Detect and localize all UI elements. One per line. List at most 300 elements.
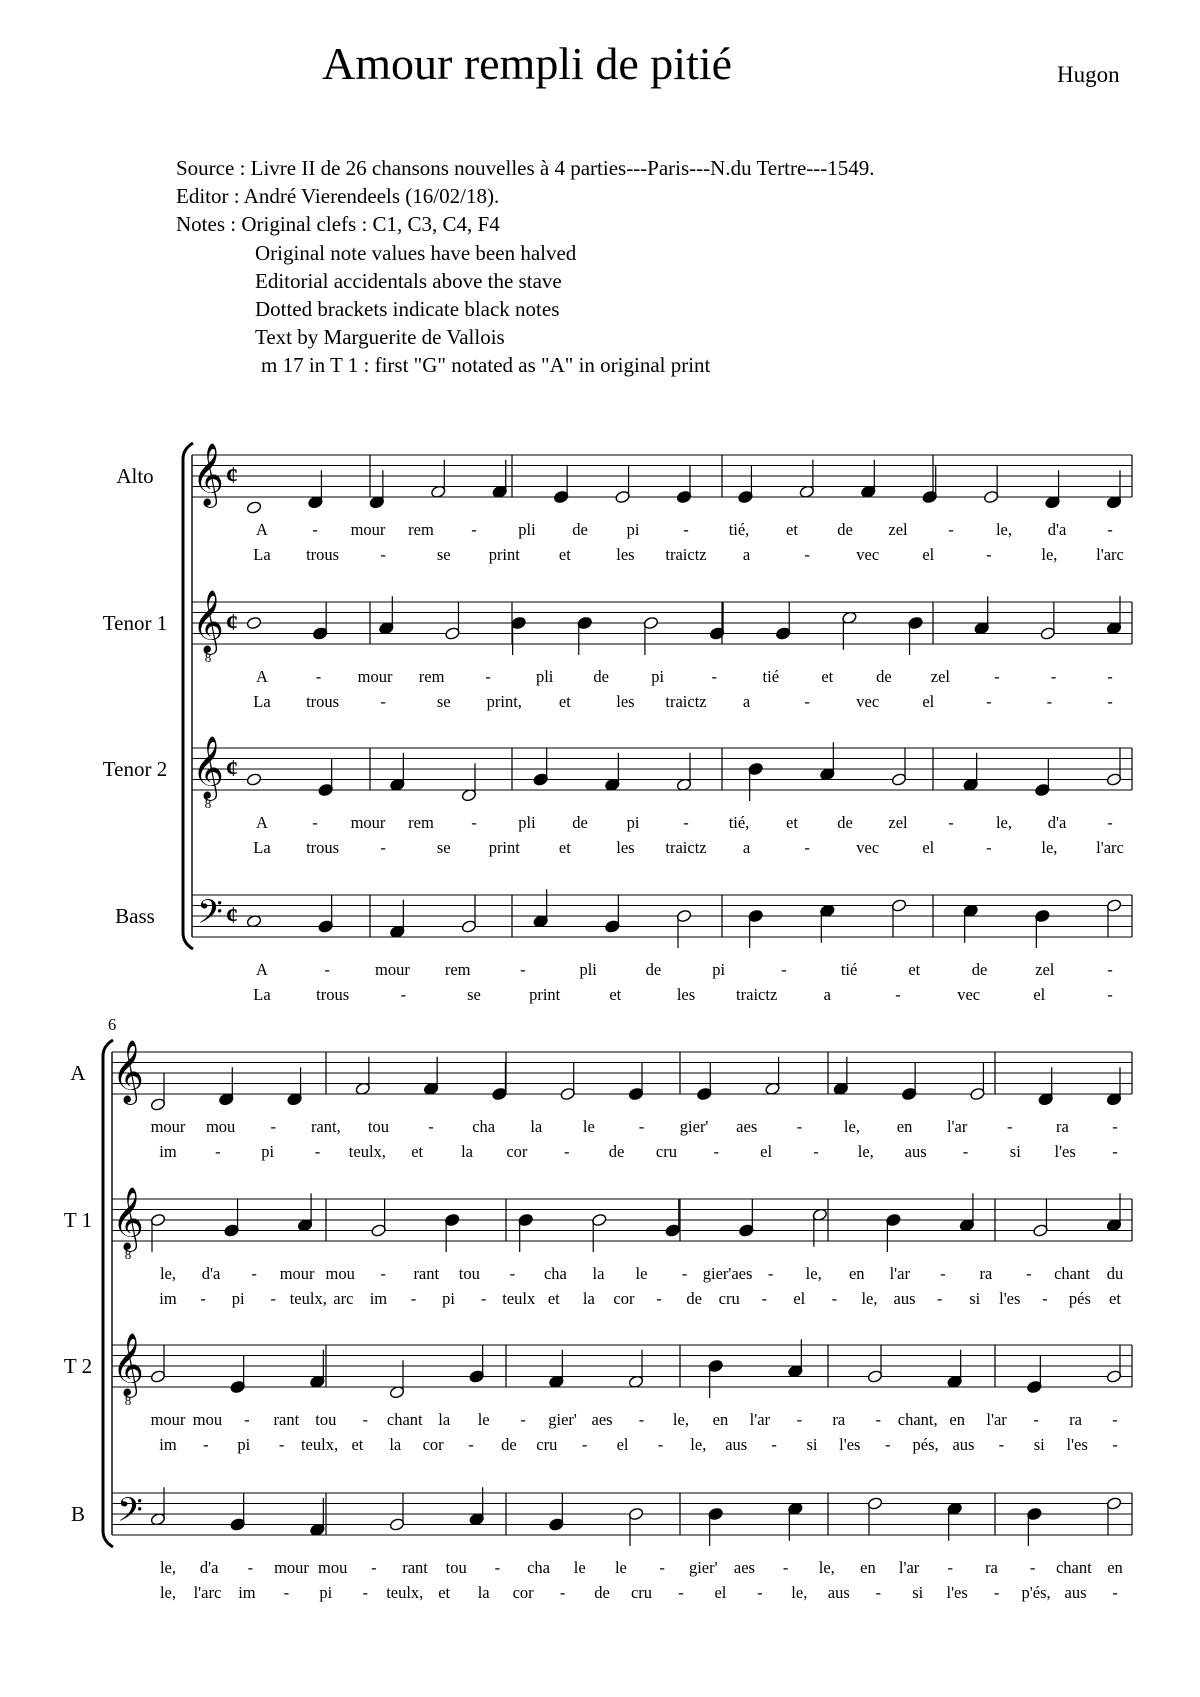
lyric-syllable: a: [823, 985, 831, 1004]
lyric-syllable: vec: [856, 692, 880, 711]
lyric-syllable: rant: [413, 1264, 440, 1283]
lyric-syllable: se: [436, 838, 451, 857]
lyric-syllable: le,: [159, 1264, 177, 1283]
lyric-syllable: aus: [952, 1435, 975, 1454]
lyric-syllable: teulx,: [289, 1289, 327, 1308]
lyric-syllable: pi: [442, 1289, 456, 1308]
lyric-syllable: les: [676, 985, 696, 1004]
lyric-syllable: aes: [733, 1558, 755, 1577]
lyric-syllable: teulx,: [348, 1142, 386, 1161]
lyric-syllable: se: [436, 692, 451, 711]
lyric-syllable: -: [270, 1117, 276, 1136]
treble-clef-icon: 𝄞: [192, 589, 224, 653]
lyric-syllable: d'a: [1047, 813, 1067, 832]
lyric-syllable: ra: [1055, 1117, 1069, 1136]
lyric-syllable: de: [594, 1583, 610, 1602]
treble-clef-icon: 𝄞: [192, 735, 224, 799]
note-head: [246, 501, 262, 515]
lyric-syllable: en: [848, 1264, 865, 1283]
lyric-syllable: a: [742, 545, 751, 564]
lyric-syllable: le,: [159, 1583, 177, 1602]
lyric-syllable: -: [683, 520, 689, 539]
time-signature: ¢: [226, 610, 238, 636]
lyric-syllable: pi: [261, 1142, 275, 1161]
part-label: Tenor 2: [102, 757, 168, 781]
lyric-syllable: tou: [445, 1558, 467, 1577]
lyric-syllable: de: [501, 1435, 517, 1454]
lyric-syllable: et: [351, 1435, 364, 1454]
lyric-syllable: -: [771, 1435, 777, 1454]
lyric-syllable: -: [520, 960, 526, 979]
lyric-syllable: -: [494, 1558, 501, 1577]
lyric-syllable: l'es: [999, 1289, 1021, 1308]
lyric-syllable: -: [312, 813, 318, 832]
lyric-syllable: -: [400, 985, 407, 1004]
lyric-syllable: en: [1107, 1558, 1123, 1577]
lyric-syllable: im: [159, 1142, 177, 1161]
lyric-syllable: pi: [237, 1435, 251, 1454]
lyric-syllable: mour: [350, 520, 386, 539]
lyric-syllable: le,: [672, 1410, 689, 1429]
lyric-syllable: -: [520, 1410, 526, 1429]
lyric-syllable: et: [609, 985, 622, 1004]
lyric-syllable: mou: [205, 1117, 236, 1136]
lyric-syllable: d'a: [199, 1558, 219, 1577]
lyric-syllable: ra: [832, 1410, 846, 1429]
lyric-syllable: teulx: [502, 1289, 536, 1308]
lyric-syllable: traictz: [665, 545, 707, 564]
lyric-syllable: a: [742, 838, 751, 857]
lyric-syllable: trous: [306, 545, 340, 564]
lyric-syllable: -: [948, 520, 954, 539]
lyric-syllable: trous: [306, 838, 340, 857]
lyric-syllable: -: [962, 1142, 969, 1161]
lyric-syllable: -: [940, 1264, 946, 1283]
lyric-syllable: ra: [985, 1558, 998, 1577]
lyric-syllable: gier': [548, 1410, 577, 1429]
lyric-syllable: si: [1009, 1142, 1021, 1161]
lyric-syllable: de: [837, 813, 853, 832]
piece-title: Amour rempli de pitié: [322, 38, 733, 89]
lyric-syllable: -: [761, 1289, 768, 1308]
composer-name: Hugon: [1057, 62, 1120, 87]
lyric-syllable: tou: [458, 1264, 480, 1283]
lyric-syllable: cor: [512, 1583, 534, 1602]
treble-clef-icon: 𝄞: [112, 1039, 144, 1103]
lyric-syllable: -: [1007, 1117, 1013, 1136]
part-label: Tenor 1: [102, 611, 168, 635]
lyric-syllable: et: [786, 813, 798, 832]
lyric-syllable: et: [908, 960, 921, 979]
lyric-syllable: mour: [350, 813, 386, 832]
lyric-syllable: le,: [791, 1583, 808, 1602]
lyric-syllable: chant,: [897, 1410, 938, 1429]
lyric-syllable: le: [573, 1558, 586, 1577]
lyric-syllable: d'a: [1047, 520, 1067, 539]
lyric-syllable: l'ar: [898, 1558, 920, 1577]
lyric-syllable: le,: [805, 1264, 822, 1283]
lyric-syllable: la: [389, 1435, 402, 1454]
lyric-syllable: mour: [150, 1410, 186, 1429]
lyric-syllable: de: [593, 667, 609, 686]
octave-clef-mark: 8: [124, 1247, 132, 1262]
lyric-syllable: -: [1112, 1410, 1118, 1429]
lyric-syllable: le,: [995, 813, 1013, 832]
lyric-syllable: cru: [655, 1142, 677, 1161]
measure-number: 6: [108, 1015, 117, 1034]
part-label: Bass: [115, 904, 155, 928]
lyric-syllable: cru: [536, 1435, 558, 1454]
lyric-syllable: et: [1109, 1289, 1121, 1308]
lyric-syllable: im: [159, 1289, 177, 1308]
lyric-syllable: aes: [591, 1410, 613, 1429]
lyric-syllable: -: [1029, 1558, 1036, 1577]
octave-clef-mark: 8: [204, 796, 212, 811]
lyric-syllable: print: [529, 985, 561, 1004]
lyric-syllable: -: [270, 1289, 276, 1308]
lyric-syllable: zel: [888, 813, 908, 832]
lyric-syllable: mour: [375, 960, 410, 979]
lyric-syllable: rant: [273, 1410, 300, 1429]
bass-clef-icon: 𝄢: [117, 1491, 143, 1538]
lyric-syllable: La: [253, 838, 271, 857]
lyric-syllable: -: [247, 1558, 254, 1577]
lyric-syllable: pi: [231, 1289, 245, 1308]
lyric-syllable: a: [742, 692, 751, 711]
lyric-syllable: la: [477, 1583, 490, 1602]
lyric-syllable: le: [614, 1558, 627, 1577]
lyric-syllable: l'es: [839, 1435, 861, 1454]
part-label: A: [70, 1061, 86, 1085]
lyric-syllable: et: [558, 545, 571, 564]
lyric-syllable: el: [714, 1583, 727, 1602]
lyric-syllable: -: [1107, 520, 1113, 539]
lyric-syllable: traictz: [665, 838, 707, 857]
part-label: T 2: [63, 1354, 93, 1378]
lyric-syllable: rant: [402, 1558, 428, 1577]
lyric-syllable: -: [251, 1264, 257, 1283]
lyric-syllable: -: [380, 692, 386, 711]
lyric-syllable: -: [428, 1117, 434, 1136]
lyric-syllable: en: [860, 1558, 876, 1577]
lyric-syllable: gier'aes: [702, 1264, 753, 1283]
lyric-syllable: -: [1107, 813, 1113, 832]
lyric-syllable: -: [1107, 692, 1113, 711]
lyric-syllable: print,: [486, 692, 522, 711]
lyric-syllable: l'arc: [1096, 838, 1124, 857]
lyric-syllable: cha: [527, 1558, 551, 1577]
lyric-syllable: el: [793, 1289, 806, 1308]
lyric-syllable: -: [683, 813, 689, 832]
lyric-syllable: -: [1042, 1289, 1048, 1308]
lyric-syllable: traictz: [736, 985, 778, 1004]
lyric-syllable: -: [362, 1583, 369, 1602]
lyric-syllable: -: [1107, 667, 1113, 686]
lyric-syllable: aus: [1064, 1583, 1087, 1602]
lyric-syllable: -: [278, 1435, 285, 1454]
lyric-syllable: -: [767, 1264, 774, 1283]
lyric-syllable: pli: [579, 960, 597, 979]
lyric-syllable: mour: [357, 667, 393, 686]
lyric-syllable: -: [948, 813, 954, 832]
lyric-syllable: tou: [315, 1410, 337, 1429]
lyric-syllable: si: [806, 1435, 818, 1454]
lyric-syllable: -: [994, 667, 1000, 686]
lyric-syllable: im: [159, 1435, 177, 1454]
lyric-syllable: -: [1112, 1142, 1118, 1161]
lyric-syllable: l'es: [1066, 1435, 1088, 1454]
part-label: Alto: [116, 464, 154, 488]
lyric-syllable: -: [559, 1583, 566, 1602]
lyric-syllable: im: [238, 1583, 256, 1602]
lyric-syllable: -: [283, 1583, 290, 1602]
lyric-syllable: l'arc: [1096, 545, 1124, 564]
lyric-syllable: arc: [333, 1289, 354, 1308]
lyric-syllable: trous: [316, 985, 350, 1004]
lyric-syllable: de: [837, 520, 853, 539]
lyric-syllable: -: [215, 1142, 221, 1161]
lyric-syllable: pli: [518, 813, 536, 832]
lyric-syllable: l'arc: [193, 1583, 222, 1602]
part-label: B: [70, 1502, 86, 1526]
lyric-syllable: -: [203, 1435, 209, 1454]
lyric-syllable: -: [895, 985, 901, 1004]
lyric-syllable: aus: [827, 1583, 850, 1602]
lyric-syllable: -: [315, 667, 322, 686]
lyric-syllable: el: [922, 692, 935, 711]
lyric-syllable: ra: [1069, 1410, 1082, 1429]
note-source: Source : Livre II de 26 chansons nouvelles à 4 parties---Paris---N.du Tertre---1549.: [176, 156, 875, 180]
lyric-syllable: chant: [386, 1410, 423, 1429]
lyric-syllable: pi: [651, 667, 665, 686]
lyric-syllable: -: [656, 1289, 662, 1308]
octave-clef-mark: 8: [204, 650, 212, 665]
lyric-syllable: -: [804, 838, 810, 857]
lyric-syllable: le: [477, 1410, 490, 1429]
lyric-syllable: pli: [535, 667, 554, 686]
lyric-syllable: et: [786, 520, 798, 539]
lyric-syllable: les: [616, 692, 635, 711]
lyric-syllable: le: [635, 1264, 648, 1283]
lyric-syllable: aus: [904, 1142, 927, 1161]
octave-clef-mark: 8: [124, 1393, 132, 1408]
lyric-syllable: et: [547, 1289, 560, 1308]
lyric-syllable: cor: [613, 1289, 635, 1308]
lyric-syllable: -: [244, 1410, 250, 1429]
lyric-syllable: aes: [736, 1117, 758, 1136]
lyric-syllable: -: [875, 1410, 881, 1429]
lyric-syllable: de: [572, 813, 588, 832]
lyric-syllable: -: [1033, 1410, 1039, 1429]
lyric-syllable: la: [438, 1410, 451, 1429]
lyric-syllable: le,: [857, 1142, 874, 1161]
lyric-syllable: de: [686, 1289, 702, 1308]
lyric-syllable: -: [410, 1289, 417, 1308]
lyric-syllable: A: [256, 520, 268, 539]
lyric-syllable: -: [200, 1289, 206, 1308]
lyric-syllable: le,: [159, 1558, 177, 1577]
lyric-syllable: vec: [856, 545, 880, 564]
lyric-syllable: zel: [930, 667, 951, 686]
lyric-syllable: -: [782, 1558, 789, 1577]
lyric-syllable: zel: [888, 520, 908, 539]
lyric-syllable: -: [947, 1558, 954, 1577]
lyric-syllable: les: [616, 838, 635, 857]
lyric-syllable: -: [1046, 692, 1053, 711]
bass-clef-icon: 𝄢: [197, 893, 223, 940]
lyric-syllable: la: [592, 1264, 605, 1283]
lyric-syllable: en: [712, 1410, 729, 1429]
lyric-syllable: -: [480, 1289, 487, 1308]
treble-clef-icon: 𝄞: [112, 1186, 144, 1250]
lyric-syllable: cor: [506, 1142, 528, 1161]
lyric-syllable: -: [804, 545, 810, 564]
lyric-syllable: -: [986, 838, 992, 857]
lyric-syllable: si: [969, 1289, 981, 1308]
lyric-syllable: -: [681, 1264, 688, 1283]
lyric-syllable: l'ar: [749, 1410, 771, 1429]
lyric-syllable: pés: [1068, 1289, 1091, 1308]
lyric-syllable: pi: [712, 960, 726, 979]
lyric-syllable: l'es: [946, 1583, 968, 1602]
lyric-syllable: -: [813, 1142, 819, 1161]
lyric-syllable: La: [253, 985, 271, 1004]
lyric-syllable: pi: [626, 813, 640, 832]
lyric-syllable: -: [485, 667, 491, 686]
lyric-syllable: en: [949, 1410, 965, 1429]
lyric-syllable: en: [896, 1117, 913, 1136]
note-correction: m 17 in T 1 : first "G" notated as "A" in original print: [261, 353, 711, 378]
lyric-syllable: -: [831, 1289, 838, 1308]
lyric-syllable: de: [645, 960, 662, 979]
time-signature: ¢: [226, 903, 238, 929]
lyric-syllable: -: [1112, 1435, 1118, 1454]
note-brackets: Dotted brackets indicate black notes: [255, 297, 560, 322]
lyric-syllable: cha: [472, 1117, 496, 1136]
lyric-syllable: tié: [840, 960, 858, 979]
lyric-syllable: -: [509, 1264, 516, 1283]
lyric-syllable: rant,: [310, 1117, 341, 1136]
lyric-syllable: -: [659, 1558, 665, 1577]
lyric-syllable: teulx,: [300, 1435, 339, 1454]
lyric-syllable: mou: [325, 1264, 355, 1283]
lyric-syllable: el: [922, 545, 935, 564]
lyric-syllable: traictz: [665, 692, 707, 711]
lyric-syllable: gier': [688, 1558, 718, 1577]
lyric-syllable: de: [608, 1142, 625, 1161]
lyric-syllable: les: [616, 545, 635, 564]
lyric-syllable: -: [986, 545, 992, 564]
lyric-syllable: la: [461, 1142, 474, 1161]
lyric-syllable: l'ar: [889, 1264, 910, 1283]
lyric-syllable: pi: [319, 1583, 333, 1602]
lyric-syllable: el: [616, 1435, 629, 1454]
lyric-syllable: -: [713, 1142, 720, 1161]
lyric-syllable: -: [581, 1435, 588, 1454]
lyric-syllable: cha: [543, 1264, 567, 1283]
lyric-syllable: pli: [518, 520, 536, 539]
lyric-syllable: mou: [192, 1410, 223, 1429]
lyric-syllable: -: [884, 1435, 891, 1454]
lyric-syllable: et: [558, 692, 571, 711]
lyric-syllable: le,: [843, 1117, 860, 1136]
lyric-syllable: mour: [150, 1117, 186, 1136]
treble-clef-icon: 𝄞: [192, 442, 224, 506]
lyric-syllable: -: [1026, 1264, 1032, 1283]
lyric-syllable: -: [471, 813, 477, 832]
lyric-syllable: -: [468, 1435, 474, 1454]
lyric-syllable: A: [256, 667, 268, 686]
lyric-syllable: gier': [679, 1117, 709, 1136]
lyric-syllable: tié,: [728, 520, 750, 539]
lyric-syllable: le,: [861, 1289, 878, 1308]
note-accidentals: Editorial accidentals above the stave: [255, 268, 562, 293]
lyric-syllable: l'ar: [986, 1410, 1007, 1429]
lyric-syllable: -: [638, 1117, 645, 1136]
lyric-syllable: p'és,: [1021, 1583, 1051, 1602]
lyric-syllable: ra: [979, 1264, 993, 1283]
lyric-syllable: -: [936, 1289, 943, 1308]
lyric-syllable: -: [638, 1410, 645, 1429]
lyric-syllable: -: [1107, 960, 1113, 979]
lyric-syllable: le,: [995, 520, 1013, 539]
lyric-syllable: et: [411, 1142, 424, 1161]
lyric-syllable: tié: [762, 667, 780, 686]
lyric-syllable: el: [922, 838, 935, 857]
lyric-syllable: -: [1107, 985, 1113, 1004]
lyric-syllable: tié,: [728, 813, 750, 832]
lyric-syllable: -: [1112, 1583, 1118, 1602]
lyric-syllable: du: [1106, 1264, 1124, 1283]
lyric-syllable: -: [993, 1583, 1000, 1602]
lyric-syllable: -: [796, 1117, 803, 1136]
lyric-syllable: rem: [418, 667, 445, 686]
lyric-syllable: et: [821, 667, 834, 686]
note-values: Original note values have been halved: [255, 240, 577, 265]
lyric-syllable: -: [471, 520, 477, 539]
lyric-syllable: aus: [725, 1435, 748, 1454]
lyric-syllable: mou: [318, 1558, 348, 1577]
lyric-syllable: -: [986, 692, 992, 711]
note-text-author: Text by Marguerite de Vallois: [255, 325, 505, 350]
lyric-syllable: et: [438, 1583, 451, 1602]
lyric-syllable: le,: [1041, 838, 1058, 857]
lyric-syllable: -: [1050, 667, 1057, 686]
lyric-syllable: trous: [306, 692, 340, 711]
lyric-syllable: d'a: [201, 1264, 221, 1283]
lyric-syllable: -: [781, 960, 787, 979]
lyric-syllable: vec: [957, 985, 981, 1004]
lyric-syllable: si: [1033, 1435, 1045, 1454]
lyric-syllable: rem: [408, 520, 434, 539]
lyric-syllable: mour: [279, 1264, 315, 1283]
lyric-syllable: -: [875, 1583, 881, 1602]
lyric-syllable: cor: [422, 1435, 444, 1454]
lyric-syllable: -: [380, 1264, 386, 1283]
lyric-syllable: -: [380, 838, 386, 857]
lyric-syllable: A: [256, 813, 268, 832]
lyric-syllable: se: [467, 985, 481, 1004]
lyric-syllable: l'ar: [946, 1117, 968, 1136]
lyric-syllable: rem: [408, 813, 434, 832]
lyric-syllable: teulx,: [386, 1583, 424, 1602]
lyric-syllable: aus: [893, 1289, 916, 1308]
lyric-syllable: zel: [1035, 960, 1055, 979]
lyric-syllable: mour: [274, 1558, 309, 1577]
lyric-syllable: -: [362, 1410, 369, 1429]
lyric-syllable: cru: [718, 1289, 740, 1308]
lyric-syllable: -: [998, 1435, 1005, 1454]
